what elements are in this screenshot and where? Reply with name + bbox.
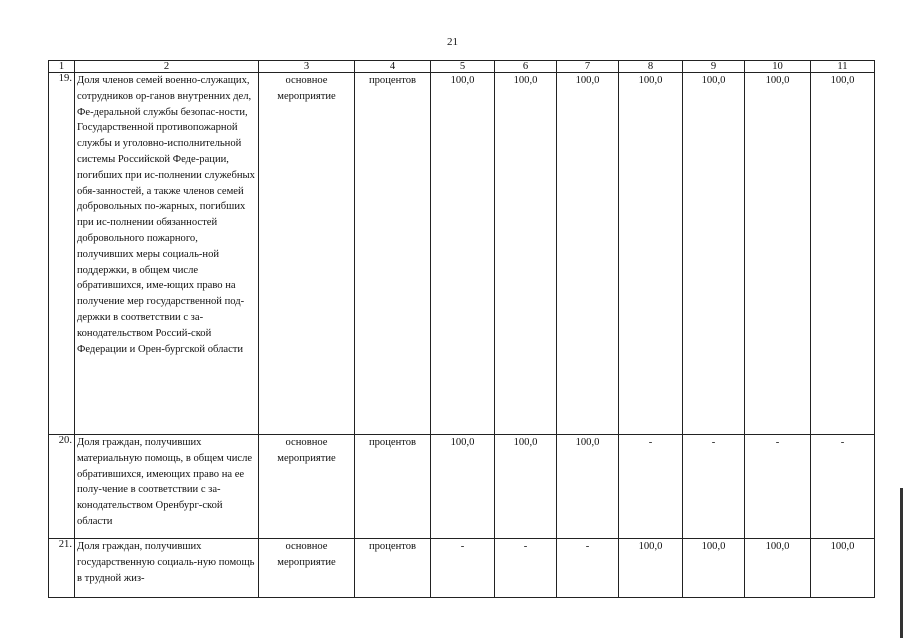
indicator-value: 100,0	[745, 73, 811, 435]
indicator-value: -	[495, 539, 557, 598]
indicator-table	[48, 60, 875, 598]
header-row	[49, 61, 875, 73]
indicator-value: 100,0	[557, 73, 619, 435]
table-row	[49, 539, 875, 598]
indicator-name: Доля членов семей военно-служащих, сотрудников ор-ганов внутренних дел, Фе-деральной службы безопас-ности, Государственной противопожарной службы и уголовно-исполнительной системы Российской Феде-рации, погибших при ис-полнении служебных обя-занностей, а также членов семей добровольных по-жарных, погибших при ис-полнении обязанностей добровольного пожарного, получивших меры социаль-ной поддержки, в общем числе обратившихся, име-ющих право на получение мер государственной под-держки в соответствии с за-конодательством Россий-ской Федерации и Орен-бургской области	[75, 73, 259, 435]
indicator-value: 100,0	[495, 435, 557, 539]
column-header: 4	[355, 61, 431, 73]
indicator-value: -	[811, 435, 875, 539]
indicator-value: 100,0	[431, 73, 495, 435]
column-header: 2	[75, 61, 259, 73]
column-header: 1	[49, 61, 75, 73]
indicator-value: 100,0	[431, 435, 495, 539]
indicator-value: 100,0	[683, 539, 745, 598]
column-header: 8	[619, 61, 683, 73]
indicator-unit: процентов	[355, 539, 431, 598]
indicator-unit: процентов	[355, 435, 431, 539]
indicator-value: -	[431, 539, 495, 598]
indicator-value: 100,0	[683, 73, 745, 435]
table-row	[49, 435, 875, 539]
indicator-value: 100,0	[495, 73, 557, 435]
column-header: 10	[745, 61, 811, 73]
indicator-value: 100,0	[619, 539, 683, 598]
indicator-category: основное мероприятие	[259, 73, 355, 435]
indicator-value: -	[683, 435, 745, 539]
indicator-unit: процентов	[355, 73, 431, 435]
column-header: 6	[495, 61, 557, 73]
row-number: 21.	[49, 539, 75, 598]
column-header: 11	[811, 61, 875, 73]
row-number: 19.	[49, 73, 75, 435]
page-number: 21	[447, 36, 458, 48]
indicator-name: Доля граждан, получивших материальную помощь, в общем числе обратившихся, имеющих право на ее полу-чение в соответствии с за-конодательством Оренбург-ской области	[75, 435, 259, 539]
scan-edge-mark	[900, 488, 903, 638]
indicator-value: -	[619, 435, 683, 539]
indicator-value: 100,0	[811, 539, 875, 598]
column-header: 5	[431, 61, 495, 73]
row-number: 20.	[49, 435, 75, 539]
table-row	[49, 73, 875, 435]
indicator-value: -	[557, 539, 619, 598]
column-header: 3	[259, 61, 355, 73]
indicator-value: 100,0	[619, 73, 683, 435]
column-header: 7	[557, 61, 619, 73]
indicator-category: основное мероприятие	[259, 539, 355, 598]
indicator-name: Доля граждан, получивших государственную социаль-ную помощь в трудной жиз-	[75, 539, 259, 598]
column-header: 9	[683, 61, 745, 73]
indicator-value: 100,0	[811, 73, 875, 435]
indicator-value: -	[745, 435, 811, 539]
indicator-category: основное мероприятие	[259, 435, 355, 539]
indicator-value: 100,0	[745, 539, 811, 598]
indicator-value: 100,0	[557, 435, 619, 539]
